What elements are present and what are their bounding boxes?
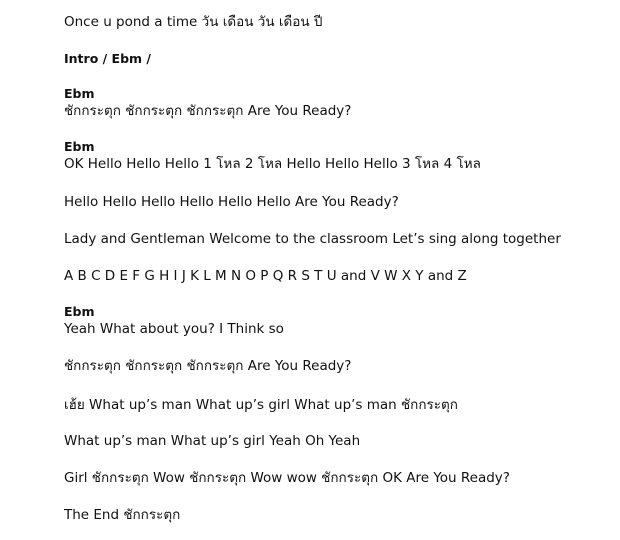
lyric-line: ชักกระตุก ชักกระตุก ชักกระตุก Are You Ready? — [64, 358, 352, 374]
lyric-line: OK Hello Hello Hello 1 โหล 2 โหล Hello Hello Hello 3 โหล 4 โหล — [64, 156, 481, 172]
lyric-line: A B C D E F G H I J K L M N O P Q R S T U and V W X Y and Z — [64, 268, 467, 284]
lyric-line: Hello Hello Hello Hello Hello Hello Are You Ready? — [64, 194, 399, 210]
chord-label: Ebm — [64, 304, 95, 319]
lyric-line: The End ชักกระตุก — [64, 507, 181, 523]
lyric-line: เฮ้ย What up’s man What up’s girl What up’s man ชักกระตุก — [64, 397, 458, 413]
title-line: Once u pond a time วัน เดือน วัน เดือน ปี — [64, 14, 323, 30]
lyric-line: Girl ชักกระตุก Wow ชักกระตุก Wow wow ชักกระตุก OK Are You Ready? — [64, 470, 510, 486]
lyric-line: Lady and Gentleman Welcome to the classroom Let’s sing along together — [64, 231, 561, 247]
lyric-line: Yeah What about you? I Think so — [64, 321, 284, 337]
intro-line: Intro / Ebm / — [64, 51, 151, 66]
lyric-line: What up’s man What up’s girl Yeah Oh Yeah — [64, 433, 361, 449]
chord-label: Ebm — [64, 86, 95, 101]
chord-label: Ebm — [64, 139, 95, 154]
lyric-line: ชักกระตุก ชักกระตุก ชักกระตุก Are You Ready? — [64, 103, 352, 119]
